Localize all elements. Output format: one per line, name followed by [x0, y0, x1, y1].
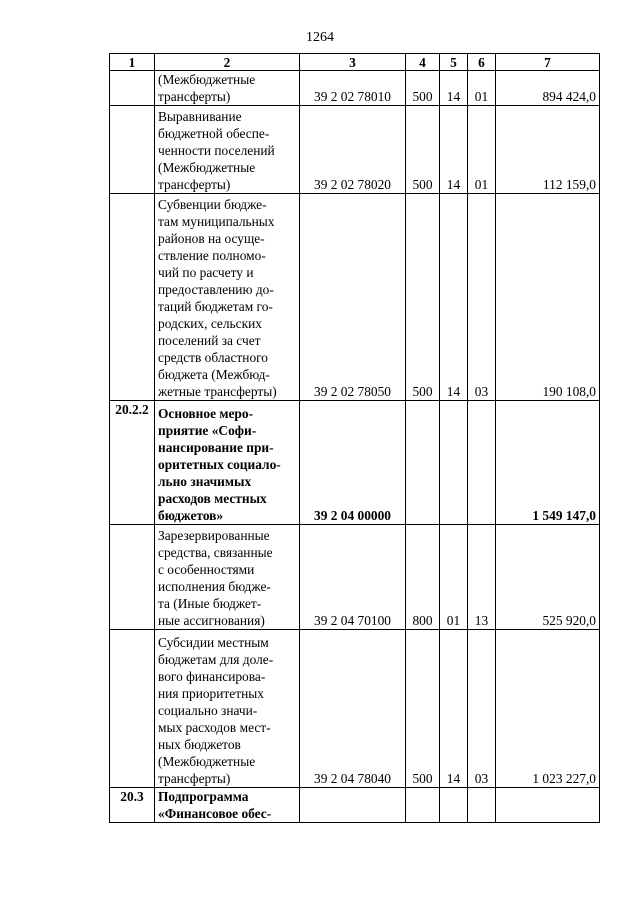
table-row [110, 71, 600, 106]
description-line: ных бюджетов [158, 737, 241, 752]
budget-code [300, 788, 406, 823]
budget-code: 39 2 02 78050 [300, 194, 406, 401]
description-line: предоставлению до- [158, 282, 274, 297]
section-code: 14 [440, 630, 468, 788]
description-line: Зарезервированные [158, 528, 270, 543]
expense-type: 500 [406, 71, 440, 106]
item-number [110, 106, 155, 194]
subsection-code: 03 [468, 630, 496, 788]
subsection-code: 03 [468, 194, 496, 401]
description-line: Субсидии местным [158, 635, 269, 650]
description-line: бюджета (Межбюд- [158, 367, 270, 382]
amount: 1 549 147,0 [496, 401, 600, 525]
description-line: (Межбюджетные [158, 160, 256, 175]
subsection-code: 01 [468, 71, 496, 106]
header-col-1: 1 [110, 54, 155, 71]
budget-code: 39 2 04 70100 [300, 525, 406, 630]
item-number: 20.3 [110, 788, 155, 823]
item-number [110, 71, 155, 106]
description-line: нансирование при- [158, 440, 274, 455]
expense-type [406, 788, 440, 823]
description-line: бюджетной обеспе- [158, 126, 270, 141]
subsection-code: 01 [468, 106, 496, 194]
budget-code: 39 2 04 78040 [300, 630, 406, 788]
description-line: поселений за счет [158, 333, 261, 348]
section-code [440, 401, 468, 525]
subsection-code [468, 401, 496, 525]
item-description [155, 788, 300, 823]
amount: 112 159,0 [496, 106, 600, 194]
table-row [110, 106, 600, 194]
expense-type: 500 [406, 630, 440, 788]
description-line: таций бюджетам го- [158, 299, 273, 314]
description-line: ния приоритетных [158, 686, 264, 701]
table-row [110, 194, 600, 401]
description-line: Субвенции бюдже- [158, 197, 267, 212]
description-line: чий по расчету и [158, 265, 254, 280]
description-line: ные ассигнования) [158, 613, 265, 628]
header-col-2: 2 [155, 54, 300, 71]
description-line: жетные трансферты) [158, 384, 277, 399]
item-description [155, 401, 300, 525]
description-line: средств областного [158, 350, 268, 365]
table-row [110, 630, 600, 788]
description-line: трансферты) [158, 89, 231, 104]
budget-code: 39 2 02 78020 [300, 106, 406, 194]
description-line: Подпрограмма [158, 789, 249, 804]
item-description [155, 194, 300, 401]
item-number [110, 630, 155, 788]
item-description [155, 71, 300, 106]
header-row [110, 54, 600, 71]
description-line: «Финансовое обес- [158, 806, 272, 821]
section-code [440, 788, 468, 823]
description-line: трансферты) [158, 177, 231, 192]
description-line: социально значи- [158, 703, 258, 718]
subsection-code: 13 [468, 525, 496, 630]
item-number: 20.2.2 [110, 401, 155, 525]
budget-code: 39 2 04 00000 [300, 401, 406, 525]
section-code: 14 [440, 194, 468, 401]
description-line: родских, сельских [158, 316, 262, 331]
description-line: вого финансирова- [158, 669, 266, 684]
section-code: 14 [440, 71, 468, 106]
section-code: 14 [440, 106, 468, 194]
description-line: Основное меро- [158, 406, 254, 421]
description-line: бюджетам для доле- [158, 652, 274, 667]
item-number [110, 525, 155, 630]
description-line: (Межбюджетные [158, 754, 256, 769]
description-line: оритетных социало- [158, 457, 281, 472]
item-description [155, 525, 300, 630]
header-col-5: 5 [440, 54, 468, 71]
expense-type: 800 [406, 525, 440, 630]
budget-table [109, 53, 600, 823]
expense-type: 500 [406, 194, 440, 401]
table-row [110, 401, 600, 525]
section-code: 01 [440, 525, 468, 630]
description-line: расходов местных [158, 491, 267, 506]
description-line: ченности поселений [158, 143, 275, 158]
description-line: приятие «Софи- [158, 423, 257, 438]
amount: 190 108,0 [496, 194, 600, 401]
description-line: средства, связанные [158, 545, 273, 560]
page-number: 1264 [306, 30, 334, 45]
description-line: ствление полномо- [158, 248, 266, 263]
description-line: льно значимых [158, 474, 252, 489]
header-col-6: 6 [468, 54, 496, 71]
description-line: исполнения бюдже- [158, 579, 271, 594]
header-col-4: 4 [406, 54, 440, 71]
amount: 1 023 227,0 [496, 630, 600, 788]
subsection-code [468, 788, 496, 823]
item-description [155, 630, 300, 788]
description-line: районов на осуще- [158, 231, 265, 246]
item-description [155, 106, 300, 194]
description-line: с особенностями [158, 562, 255, 577]
amount [496, 788, 600, 823]
expense-type: 500 [406, 106, 440, 194]
description-line: трансферты) [158, 771, 231, 786]
header-col-3: 3 [300, 54, 406, 71]
table-row [110, 788, 600, 823]
description-line: та (Иные бюджет- [158, 596, 262, 611]
amount: 525 920,0 [496, 525, 600, 630]
header-col-7: 7 [496, 54, 600, 71]
description-line: (Межбюджетные [158, 72, 256, 87]
description-line: там муниципальных [158, 214, 275, 229]
description-line: мых расходов мест- [158, 720, 271, 735]
table-row [110, 525, 600, 630]
description-line: бюджетов» [158, 508, 224, 523]
description-line: Выравнивание [158, 109, 242, 124]
budget-code: 39 2 02 78010 [300, 71, 406, 106]
amount: 894 424,0 [496, 71, 600, 106]
expense-type [406, 401, 440, 525]
item-number [110, 194, 155, 401]
